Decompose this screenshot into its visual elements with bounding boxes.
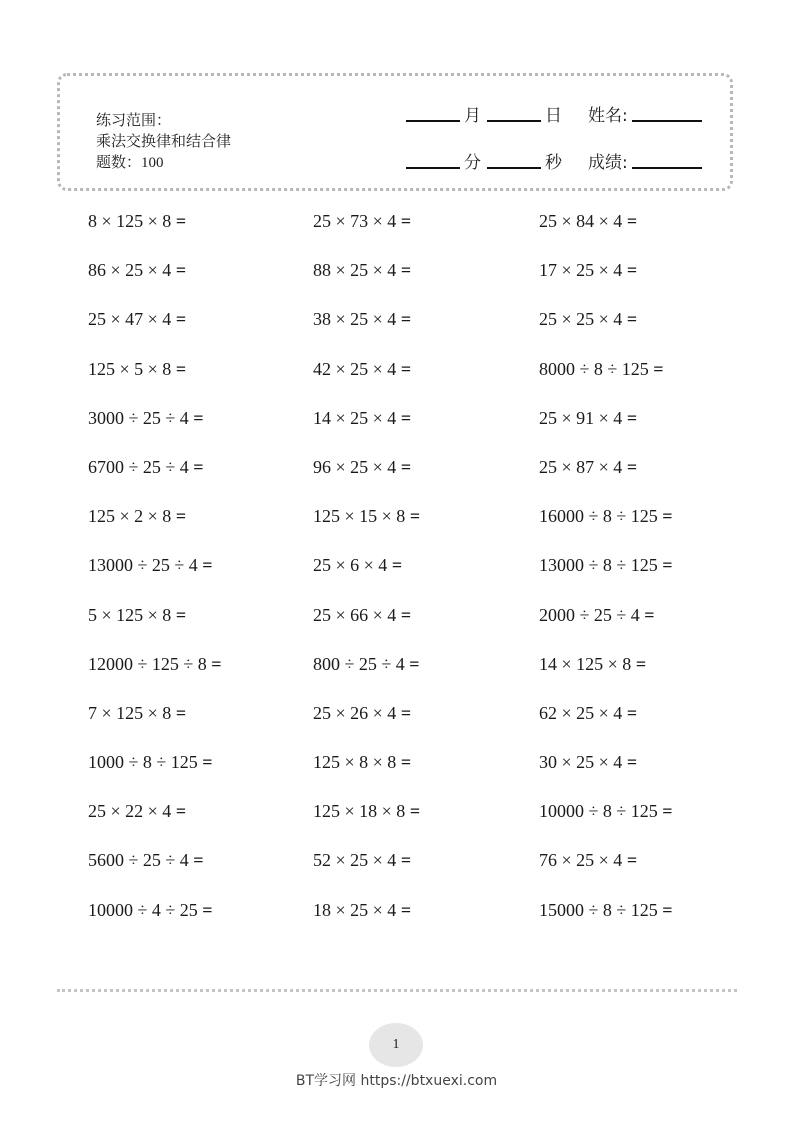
- math-problem: [313, 255, 539, 304]
- equals-sign: =: [400, 604, 412, 625]
- math-problem: [539, 845, 728, 894]
- math-problem: [88, 452, 313, 501]
- problem-expression: 25 × 84 × 4: [539, 211, 623, 231]
- score-blank[interactable]: [632, 167, 702, 169]
- problem-expression: 125 × 15 × 8: [313, 506, 406, 527]
- equals-sign: =: [400, 211, 412, 231]
- problem-expression: 38 × 25 × 4: [313, 309, 397, 330]
- math-problem: [539, 354, 728, 403]
- equals-sign: =: [626, 702, 638, 723]
- problem-expression: 5600 ÷ 25 ÷ 4: [88, 850, 189, 871]
- problem-expression: 18 × 25 × 4: [313, 899, 397, 920]
- math-problem: [88, 600, 313, 649]
- second-blank[interactable]: [487, 167, 541, 169]
- math-problem: [313, 895, 539, 944]
- month-label: 月: [464, 106, 481, 126]
- problem-expression: 125 × 8 × 8: [313, 752, 397, 773]
- equals-sign: =: [409, 506, 421, 527]
- equals-sign: =: [400, 850, 412, 871]
- equals-sign: =: [400, 260, 412, 281]
- equals-sign: =: [400, 899, 412, 920]
- equals-sign: =: [175, 358, 187, 379]
- math-problem: [88, 895, 313, 944]
- equals-sign: =: [409, 801, 421, 822]
- equals-sign: =: [400, 358, 412, 379]
- math-problem: [539, 501, 728, 550]
- month-blank[interactable]: [406, 120, 460, 122]
- problem-expression: 13000 ÷ 25 ÷ 4: [88, 555, 198, 576]
- math-problem: [539, 255, 728, 304]
- math-problem: [88, 403, 313, 452]
- fill-in-fields: [406, 100, 702, 194]
- problem-expression: 13000 ÷ 8 ÷ 125: [539, 555, 658, 576]
- math-problem: [313, 747, 539, 796]
- equals-sign: =: [662, 801, 673, 822]
- problem-expression: 25 × 25 × 4: [539, 309, 623, 330]
- problem-expression: 8 × 125 × 8: [88, 211, 172, 231]
- problem-expression: 25 × 66 × 4: [313, 604, 397, 625]
- equals-sign: =: [635, 653, 647, 674]
- math-problem: [88, 304, 313, 353]
- score-label: 成绩:: [588, 153, 628, 173]
- scope-label: 练习范围：: [96, 111, 172, 129]
- problem-expression: 2000 ÷ 25 ÷ 4: [539, 604, 640, 625]
- equals-sign: =: [626, 211, 638, 231]
- math-problem: [88, 698, 313, 747]
- problem-expression: 6700 ÷ 25 ÷ 4: [88, 456, 189, 477]
- site-footer: BT学习网 https://btxuexi.com: [295, 1073, 498, 1089]
- math-problem: [539, 600, 728, 649]
- math-problem: [313, 304, 539, 353]
- math-problem: [88, 501, 313, 550]
- minute-blank[interactable]: [406, 167, 460, 169]
- minute-label: 分: [464, 153, 481, 173]
- math-problem: [539, 649, 728, 698]
- equals-sign: =: [202, 899, 213, 920]
- math-problem: [88, 550, 313, 599]
- math-problem: [313, 698, 539, 747]
- equals-sign: =: [400, 309, 412, 330]
- math-problem: [539, 403, 728, 452]
- math-problem: [88, 649, 313, 698]
- equals-sign: =: [644, 604, 655, 625]
- problem-expression: 62 × 25 × 4: [539, 702, 623, 723]
- equals-sign: =: [626, 309, 638, 330]
- math-problem: [539, 895, 728, 944]
- math-problem: [88, 796, 313, 845]
- math-problem: [313, 845, 539, 894]
- equals-sign: =: [400, 752, 412, 773]
- equals-sign: =: [391, 555, 403, 576]
- equals-sign: =: [626, 260, 638, 281]
- problem-expression: 3000 ÷ 25 ÷ 4: [88, 407, 189, 428]
- math-problem: [313, 354, 539, 403]
- math-problem: [539, 206, 728, 255]
- equals-sign: =: [626, 407, 638, 428]
- math-problem: [313, 452, 539, 501]
- scope-value: 乘法交换律和结合律: [96, 132, 232, 150]
- count-label: 题数：: [96, 153, 142, 171]
- equals-sign: =: [175, 211, 187, 231]
- equals-sign: =: [175, 506, 187, 527]
- math-problem: [539, 550, 728, 599]
- name-blank[interactable]: [632, 120, 702, 122]
- math-problem: [313, 550, 539, 599]
- math-problem: [539, 747, 728, 796]
- equals-sign: =: [626, 850, 638, 871]
- problem-expression: 7 × 125 × 8: [88, 702, 172, 723]
- equals-sign: =: [193, 850, 204, 871]
- problem-expression: 25 × 22 × 4: [88, 801, 172, 822]
- problem-expression: 25 × 87 × 4: [539, 456, 623, 477]
- equals-sign: =: [175, 309, 187, 330]
- problem-expression: 96 × 25 × 4: [313, 456, 397, 477]
- equals-sign: =: [626, 752, 638, 773]
- problem-expression: 125 × 2 × 8: [88, 506, 172, 527]
- time-score-row: [406, 147, 702, 173]
- footer-divider: [57, 989, 737, 992]
- problem-expression: 12000 ÷ 125 ÷ 8: [88, 653, 207, 674]
- problem-expression: 30 × 25 × 4: [539, 752, 623, 773]
- equals-sign: =: [175, 260, 187, 281]
- problem-expression: 8000 ÷ 8 ÷ 125: [539, 358, 649, 379]
- problem-expression: 10000 ÷ 4 ÷ 25: [88, 899, 198, 920]
- problem-expression: 16000 ÷ 8 ÷ 125: [539, 506, 658, 527]
- math-problem: [88, 354, 313, 403]
- problem-expression: 25 × 91 × 4: [539, 407, 623, 428]
- problem-expression: 14 × 25 × 4: [313, 407, 397, 428]
- problem-expression: 125 × 18 × 8: [313, 801, 406, 822]
- equals-sign: =: [202, 555, 213, 576]
- problem-expression: 15000 ÷ 8 ÷ 125: [539, 899, 658, 920]
- math-problem: [88, 845, 313, 894]
- second-label: 秒: [545, 153, 562, 173]
- day-blank[interactable]: [487, 120, 541, 122]
- math-problem: [539, 304, 728, 353]
- math-problem: [88, 255, 313, 304]
- problem-expression: 10000 ÷ 8 ÷ 125: [539, 801, 658, 822]
- math-problem: [313, 501, 539, 550]
- equals-sign: =: [175, 604, 187, 625]
- problem-expression: 17 × 25 × 4: [539, 260, 623, 281]
- problem-expression: 25 × 47 × 4: [88, 309, 172, 330]
- problem-expression: 25 × 73 × 4: [313, 211, 397, 231]
- math-problem: [313, 403, 539, 452]
- math-problem: [88, 206, 313, 255]
- problem-expression: 800 ÷ 25 ÷ 4: [313, 653, 405, 674]
- problem-expression: 125 × 5 × 8: [88, 358, 172, 379]
- equals-sign: =: [193, 407, 204, 428]
- day-label: 日: [545, 106, 562, 126]
- math-problem: [539, 698, 728, 747]
- date-name-row: [406, 100, 702, 126]
- problem-expression: 14 × 125 × 8: [539, 653, 632, 674]
- equals-sign: =: [202, 752, 213, 773]
- problem-expression: 25 × 26 × 4: [313, 702, 397, 723]
- equals-sign: =: [400, 702, 412, 723]
- problem-expression: 5 × 125 × 8: [88, 604, 172, 625]
- problem-expression: 86 × 25 × 4: [88, 260, 172, 281]
- problem-expression: 52 × 25 × 4: [313, 850, 397, 871]
- equals-sign: =: [662, 899, 673, 920]
- equals-sign: =: [400, 407, 412, 428]
- math-problem: [88, 747, 313, 796]
- problem-grid: [88, 206, 728, 944]
- equals-sign: =: [175, 702, 187, 723]
- problem-expression: 1000 ÷ 8 ÷ 125: [88, 752, 198, 773]
- question-count: [96, 152, 231, 174]
- page-number: 1: [369, 1023, 423, 1067]
- worksheet-header: [57, 73, 733, 191]
- equals-sign: =: [400, 456, 412, 477]
- math-problem: [539, 452, 728, 501]
- problem-expression: 88 × 25 × 4: [313, 260, 397, 281]
- math-problem: [313, 206, 539, 255]
- math-problem: [539, 796, 728, 845]
- problem-expression: 76 × 25 × 4: [539, 850, 623, 871]
- equals-sign: =: [662, 506, 673, 527]
- problem-expression: 25 × 6 × 4: [313, 555, 388, 576]
- problem-expression: 42 × 25 × 4: [313, 358, 397, 379]
- equals-sign: =: [653, 358, 664, 379]
- math-problem: [313, 600, 539, 649]
- equals-sign: =: [211, 653, 222, 674]
- equals-sign: =: [193, 456, 204, 477]
- math-problem: [313, 796, 539, 845]
- worksheet-info: [96, 110, 231, 174]
- name-label: 姓名:: [588, 106, 628, 126]
- equals-sign: =: [662, 555, 673, 576]
- equals-sign: =: [409, 653, 420, 674]
- equals-sign: =: [175, 801, 187, 822]
- count-value: 100: [141, 155, 164, 171]
- equals-sign: =: [626, 456, 638, 477]
- math-problem: [313, 649, 539, 698]
